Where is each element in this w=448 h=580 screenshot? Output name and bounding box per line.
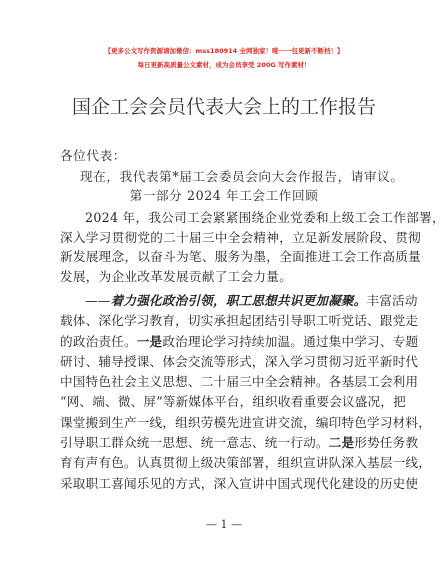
part-heading: 第一部分 2024 年工会工作回顾 bbox=[129, 188, 319, 203]
review-paragraph bbox=[60, 208, 445, 286]
paragraph-line: 新发展理念，以奋斗为笔、服务为墨，全面推进工会工作高质量 bbox=[60, 249, 422, 264]
section-heading: 着力强化政治引领，职工思想共识更加凝聚。 bbox=[110, 293, 367, 308]
promo-banner-line-1: 【更多公文写作资源请加微信：mss180914 全网独家！唯一一包更新不断档！】 bbox=[104, 47, 344, 55]
section-heading-line bbox=[60, 291, 418, 311]
section-political-guidance bbox=[60, 291, 432, 494]
section-line: “网、端、微、屏”等新媒体平台，组织收看重要会议盛况，把 bbox=[60, 394, 406, 410]
marker-one: 一是 bbox=[136, 333, 163, 349]
section-text: 丰富活动 bbox=[366, 293, 418, 308]
section-text: 引导职工群众统一思想、统一意志、统一行动。 bbox=[60, 435, 329, 451]
marker-two: 二是 bbox=[328, 435, 355, 451]
section-text: 形势任务教 bbox=[354, 435, 419, 451]
dash: —— bbox=[85, 293, 111, 308]
section-line: 采取职工喜闻乐见的方式，深入宣讲中国式现代化建设的历史使 bbox=[60, 475, 419, 491]
section-line: 中国特色社会主义思想、二十届三中全会精神。各基层工会利用 bbox=[60, 374, 419, 390]
section-line bbox=[60, 332, 419, 352]
section-line: 载体、深化学习教育，切实承担起团结引导职工听党话、跟党走 bbox=[60, 313, 419, 329]
promo-banner-line-2: 每日更新高质量公文素材，成为会员享受 200G 写作素材！ bbox=[137, 61, 311, 69]
section-line: 课堂搬到生产一线，组织劳模先进宣讲交流，编印特色学习材料， bbox=[60, 414, 432, 430]
section-text: 的政治责任。 bbox=[60, 333, 137, 349]
intro-text: 现在，我代表第*届工会委员会向大会作报告，请审议。 bbox=[80, 169, 404, 184]
paragraph-line: 2024 年，我公司工会紧紧围绕企业党委和上级工会工作部署， bbox=[85, 210, 445, 225]
section-line: 研讨、辅导授课、体会交流等形式，深入学习贯彻习近平新时代 bbox=[60, 353, 419, 369]
paragraph-line: 深入学习贯彻党的二十届三中全会精神，立足新发展阶段、贯彻 bbox=[60, 229, 422, 245]
salutation: 各位代表： bbox=[60, 148, 126, 163]
section-text: 政治理论学习持续加温。通过集中学习、专题 bbox=[162, 333, 419, 349]
paragraph-line: 发展，为企业改革发展贡献了工会力量。 bbox=[60, 268, 293, 284]
page-number: — 1 — bbox=[206, 518, 242, 531]
section-line bbox=[60, 433, 419, 453]
section-line: 育有声有色。认真贯彻上级决策部署，组织宣讲队深入基层一线， bbox=[60, 455, 432, 471]
document-title: 国企工会会员代表大会上的工作报告 bbox=[71, 96, 376, 118]
